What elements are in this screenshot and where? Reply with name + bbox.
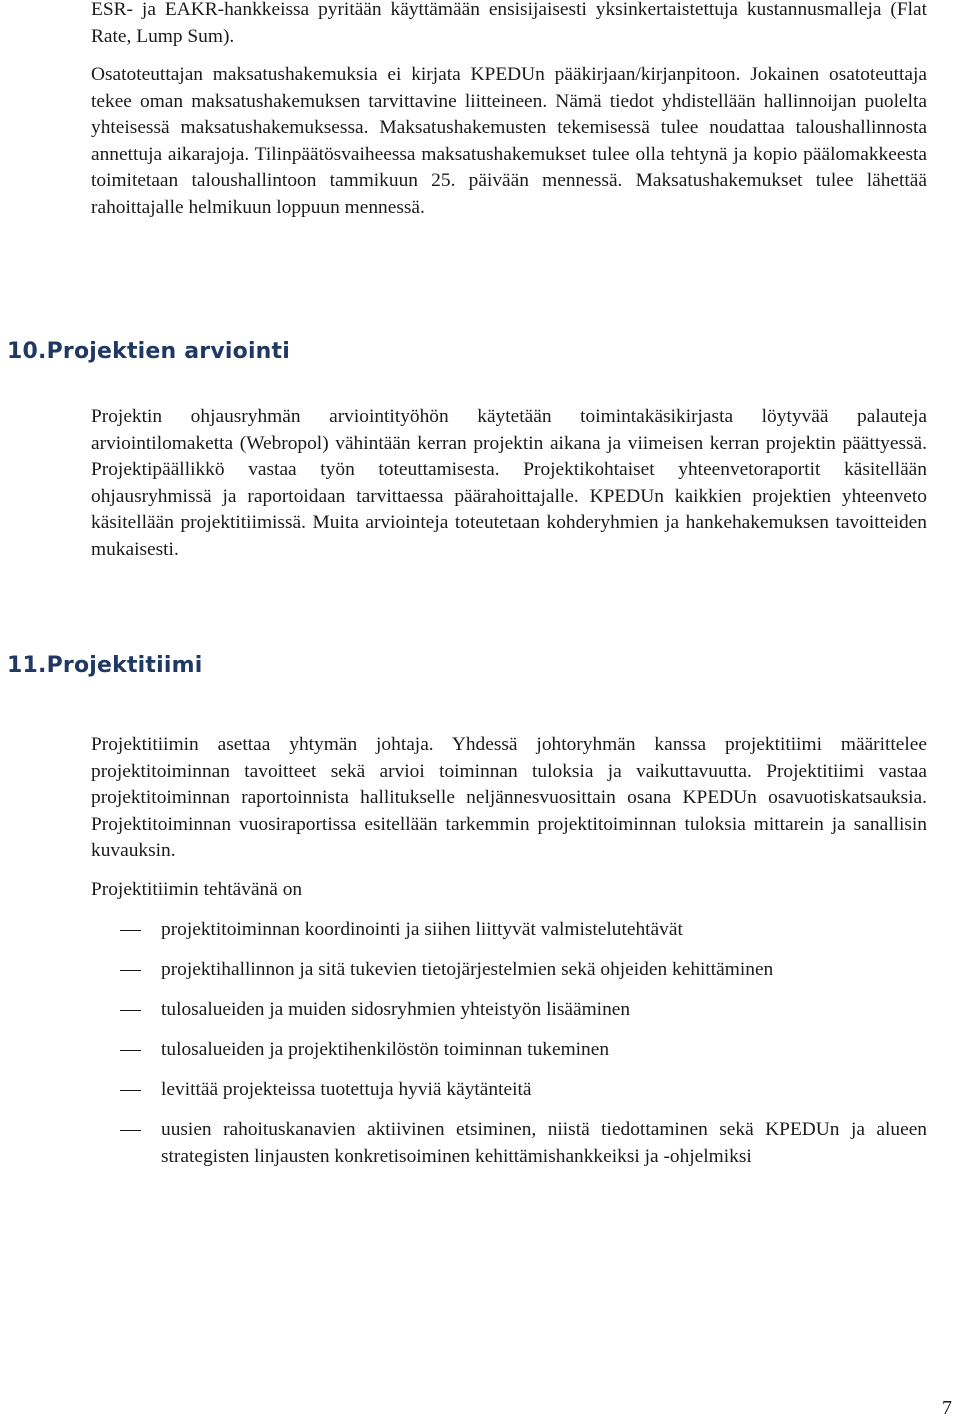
section-11-body <box>91 732 927 865</box>
dash-bullet-icon <box>120 1130 141 1131</box>
dash-bullet-icon <box>120 1050 141 1051</box>
list-item-text: projektitoiminnan koordinointi ja siihen liittyvät valmistelutehtävät <box>161 919 683 940</box>
list-item <box>91 1117 927 1170</box>
intro-paragraph-1 <box>91 0 927 50</box>
list-item <box>91 917 927 944</box>
list-item <box>91 997 927 1024</box>
task-list-intro <box>91 877 927 904</box>
task-list-intro-text: Projektitiimin tehtävänä on <box>91 879 303 900</box>
project-team-text: Projektitiimin asettaa yhtymän johtaja. Yhdessä johtoryhmän kanssa projektitiimi määrittelee projektitoiminnan tavoitteet sekä arvioi toiminnan tuloksia ja vaikuttavuutta. Projektitiimi vastaa projektitoiminnan raportoinnista hallitukselle neljännesvuosittain osana KPEDUn osavuotiskatsauksia. Projektitoiminnan vuosiraportissa esitellään tarkemmin projektitoiminnan tuloksia mittarein ja sanallisin kuvauksin. <box>91 734 927 862</box>
list-item-text: projektihallinnon ja sitä tukevien tietojärjestelmien sekä ohjeiden kehittäminen <box>161 958 774 980</box>
task-list <box>91 917 927 1170</box>
payment-applications-text: Osatoteuttajan maksatushakemuksia ei kirjata KPEDUn pääkirjaan/kirjanpitoon. Jokainen osatoteuttaja tekee oman maksatushakemuksen tarvittavine liitteineen. Nämä tiedot yhdistellään hallinnoijan puolelta yhteisessä maksatushakemuksessa. Maksatushakemusten tekemisessä tulee noudattaa taloushallinnosta annettuja aikarajoja. Tilinpäätösvaiheessa maksatushakemukset tulee olla tehtynä ja kopio päälomakkeesta toimitetaan taloushallintoon tammikuun 25. päivään mennessä. Maksatushakemukset tulee lähettää rahoittajalle helmikuun loppuun mennessä. <box>91 64 927 218</box>
dash-bullet-icon <box>120 1090 141 1091</box>
section-10-body <box>91 404 927 564</box>
dash-bullet-icon <box>120 1010 141 1011</box>
list-item <box>91 1037 927 1064</box>
section-10-heading: 10.Projektien arviointi <box>7 339 291 364</box>
list-item-text: levittää projekteissa tuotettuja hyviä käytänteitä <box>161 1078 532 1100</box>
section-11-heading: 11.Projektitiimi <box>7 653 203 678</box>
list-item-text: uusien rahoituskanavien aktiivinen etsiminen, niistä tiedottaminen sekä KPEDUn ja alueen strategisten linjausten konkretisoiminen kehittämishankkeiksi ja -ohjelmiksi <box>161 1118 927 1167</box>
dash-bullet-icon <box>120 930 141 931</box>
dash-bullet-icon <box>120 970 141 971</box>
funding-models-text: ESR- ja EAKR-hankkeissa pyritään käyttämään ensisijaisesti yksinkertaistettuja kustannusmalleja (Flat Rate, Lump Sum). <box>91 0 927 47</box>
list-item-text: tulosalueiden ja projektihenkilöstön toiminnan tukeminen <box>161 1038 610 1060</box>
intro-paragraph-2 <box>91 62 927 222</box>
list-item <box>91 957 927 984</box>
page-number: 7 <box>942 1397 952 1419</box>
list-item-text: tulosalueiden ja muiden sidosryhmien yhteistyön lisääminen <box>161 998 631 1020</box>
list-item <box>91 1077 927 1104</box>
evaluation-text: Projektin ohjausryhmän arviointityöhön käytetään toimintakäsikirjasta löytyvää palauteja arviointilomaketta (Webropol) vähintään kerran projektin aikana ja viimeisen kerran projektin päättyessä. Projektipäällikkö vastaa työn toteuttamisesta. Projektikohtaiset yhteenvetoraportit käsitellään ohjausryhmissä ja raportoidaan tarvittaessa päärahoittajalle. KPEDUn kaikkien projektien yhteenveto käsitellään projektitiimissä. Muita arviointeja toteutetaan kohderyhmien ja hankehakemuksen tavoitteiden mukaisesti. <box>91 406 927 560</box>
